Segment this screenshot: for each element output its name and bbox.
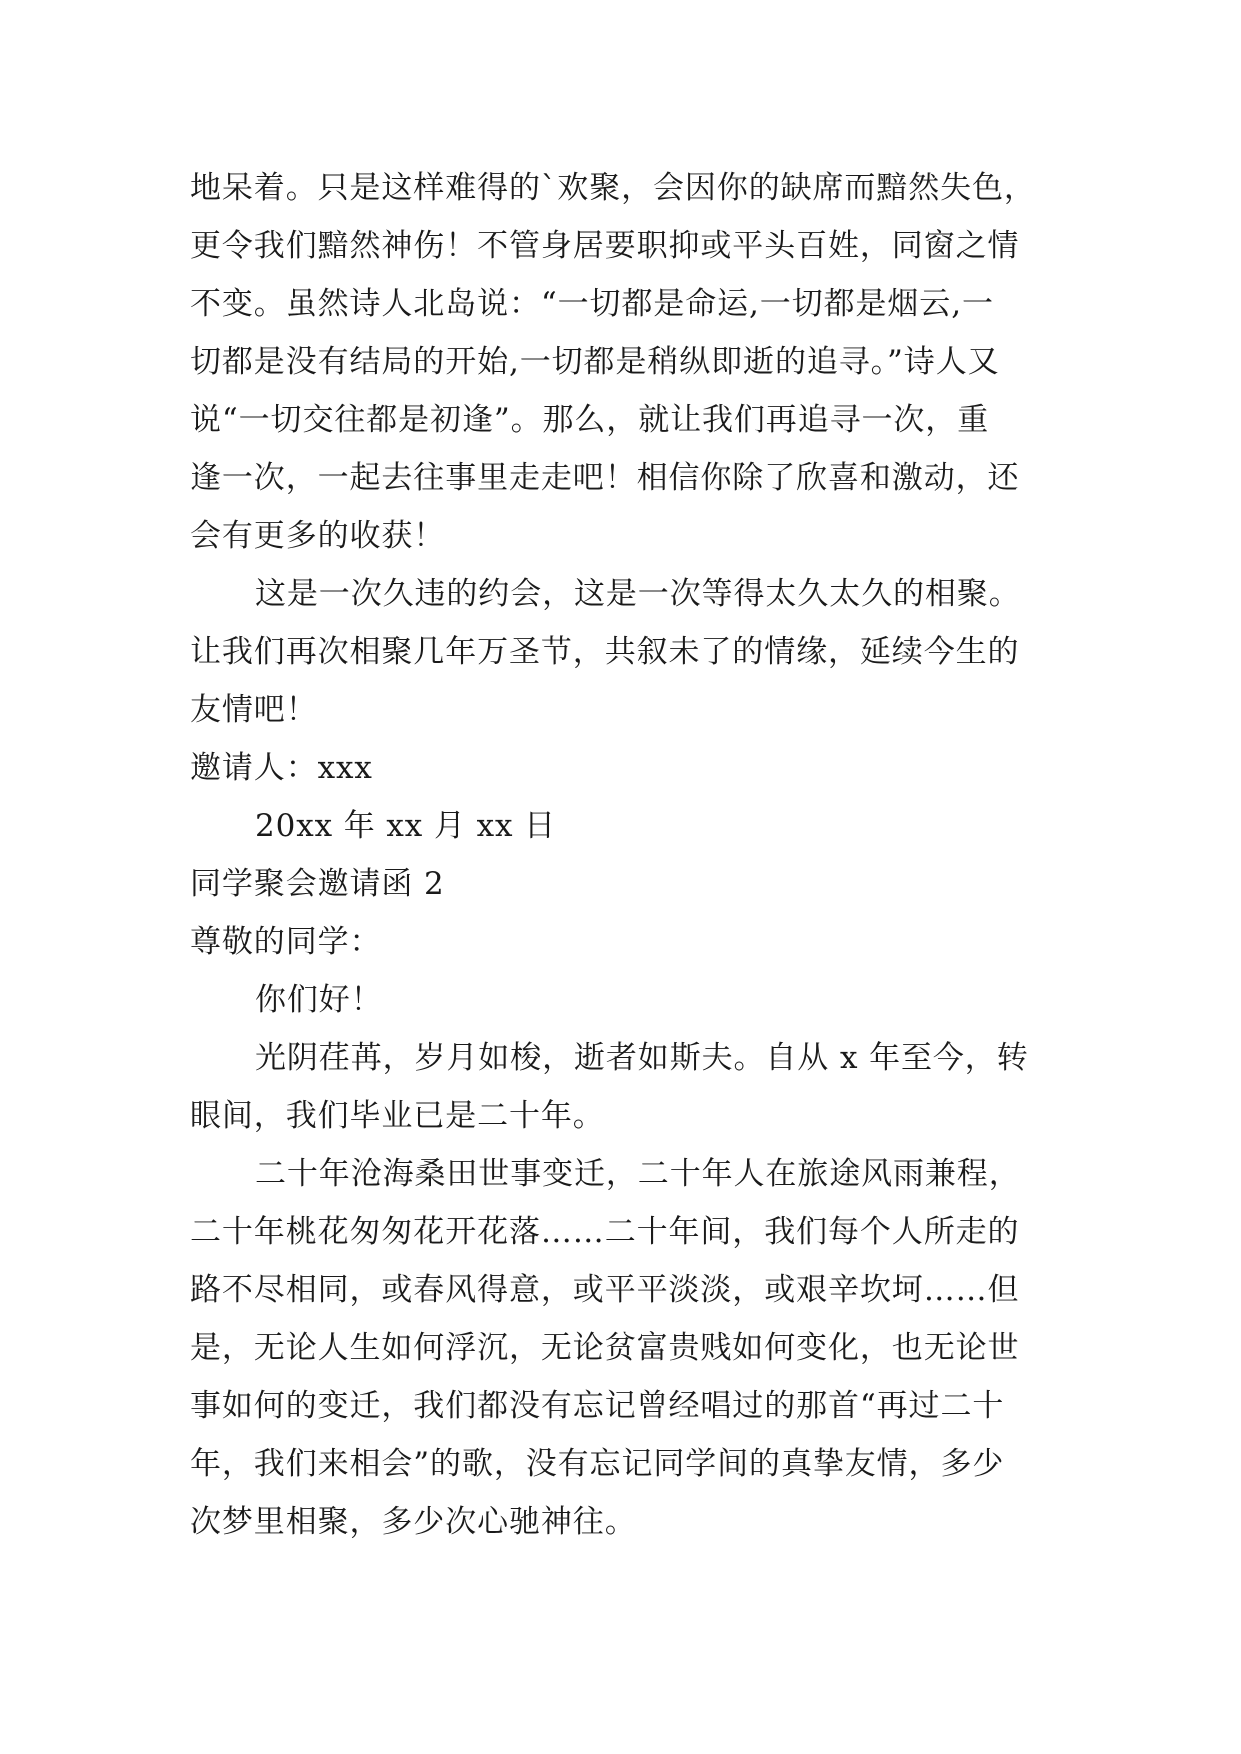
- paragraph-4-line-7: 次梦里相聚，多少次心驰神往。: [190, 1504, 637, 1540]
- paragraph-1-line-2: 更令我们黯然神伤！不管身居要职抑或平头百姓，同窗之情: [190, 228, 1020, 264]
- paragraph-4-line-2: 二十年桃花匆匆花开花落……二十年间，我们每个人所走的: [190, 1214, 1020, 1250]
- greeting: 你们好！: [255, 982, 383, 1018]
- paragraph-4-line-4: 是，无论人生如何浮沉，无论贫富贵贱如何变化，也无论世: [190, 1330, 1020, 1366]
- paragraph-4-line-1: 二十年沧海桑田世事变迁，二十年人在旅途风雨兼程，: [255, 1156, 1021, 1192]
- paragraph-2-line-1: 这是一次久违的约会，这是一次等得太久太久的相聚。: [255, 576, 1021, 612]
- paragraph-4-line-5: 事如何的变迁，我们都没有忘记曾经唱过的那首“再过二十: [190, 1388, 1005, 1424]
- paragraph-1-line-1: 地呆着。只是这样难得的`欢聚，会因你的缺席而黯然失色，: [190, 170, 1036, 206]
- paragraph-1-line-5: 说“一切交往都是初逢”。那么，就让我们再追寻一次，重: [190, 402, 990, 438]
- date-line: 20xx 年 xx 月 xx 日: [255, 808, 557, 844]
- paragraph-4-line-3: 路不尽相同，或春风得意，或平平淡淡，或艰辛坎坷……但: [190, 1272, 1020, 1308]
- paragraph-1-line-4: 切都是没有结局的开始,一切都是稍纵即逝的追寻。”诗人又: [190, 344, 1000, 380]
- paragraph-3-line-1: 光阴荏苒，岁月如梭，逝者如斯夫。自从 x 年至今，转: [255, 1040, 1029, 1076]
- paragraph-2-line-2: 让我们再次相聚几年万圣节，共叙未了的情缘，延续今生的: [190, 634, 1020, 670]
- inviter-line: 邀请人：xxx: [190, 750, 373, 786]
- paragraph-1-line-6: 逢一次，一起去往事里走走吧！相信你除了欣喜和激动，还: [190, 460, 1020, 496]
- paragraph-1-line-3: 不变。虽然诗人北岛说：“一切都是命运,一切都是烟云,一: [190, 286, 994, 322]
- section-title: 同学聚会邀请函 2: [190, 866, 445, 902]
- paragraph-3-line-2: 眼间，我们毕业已是二十年。: [190, 1098, 605, 1134]
- paragraph-2-line-3: 友情吧！: [190, 692, 318, 728]
- paragraph-1-line-7: 会有更多的收获！: [190, 518, 446, 554]
- paragraph-4-line-6: 年，我们来相会”的歌，没有忘记同学间的真挚友情，多少: [190, 1446, 1005, 1482]
- salutation: 尊敬的同学：: [190, 924, 382, 960]
